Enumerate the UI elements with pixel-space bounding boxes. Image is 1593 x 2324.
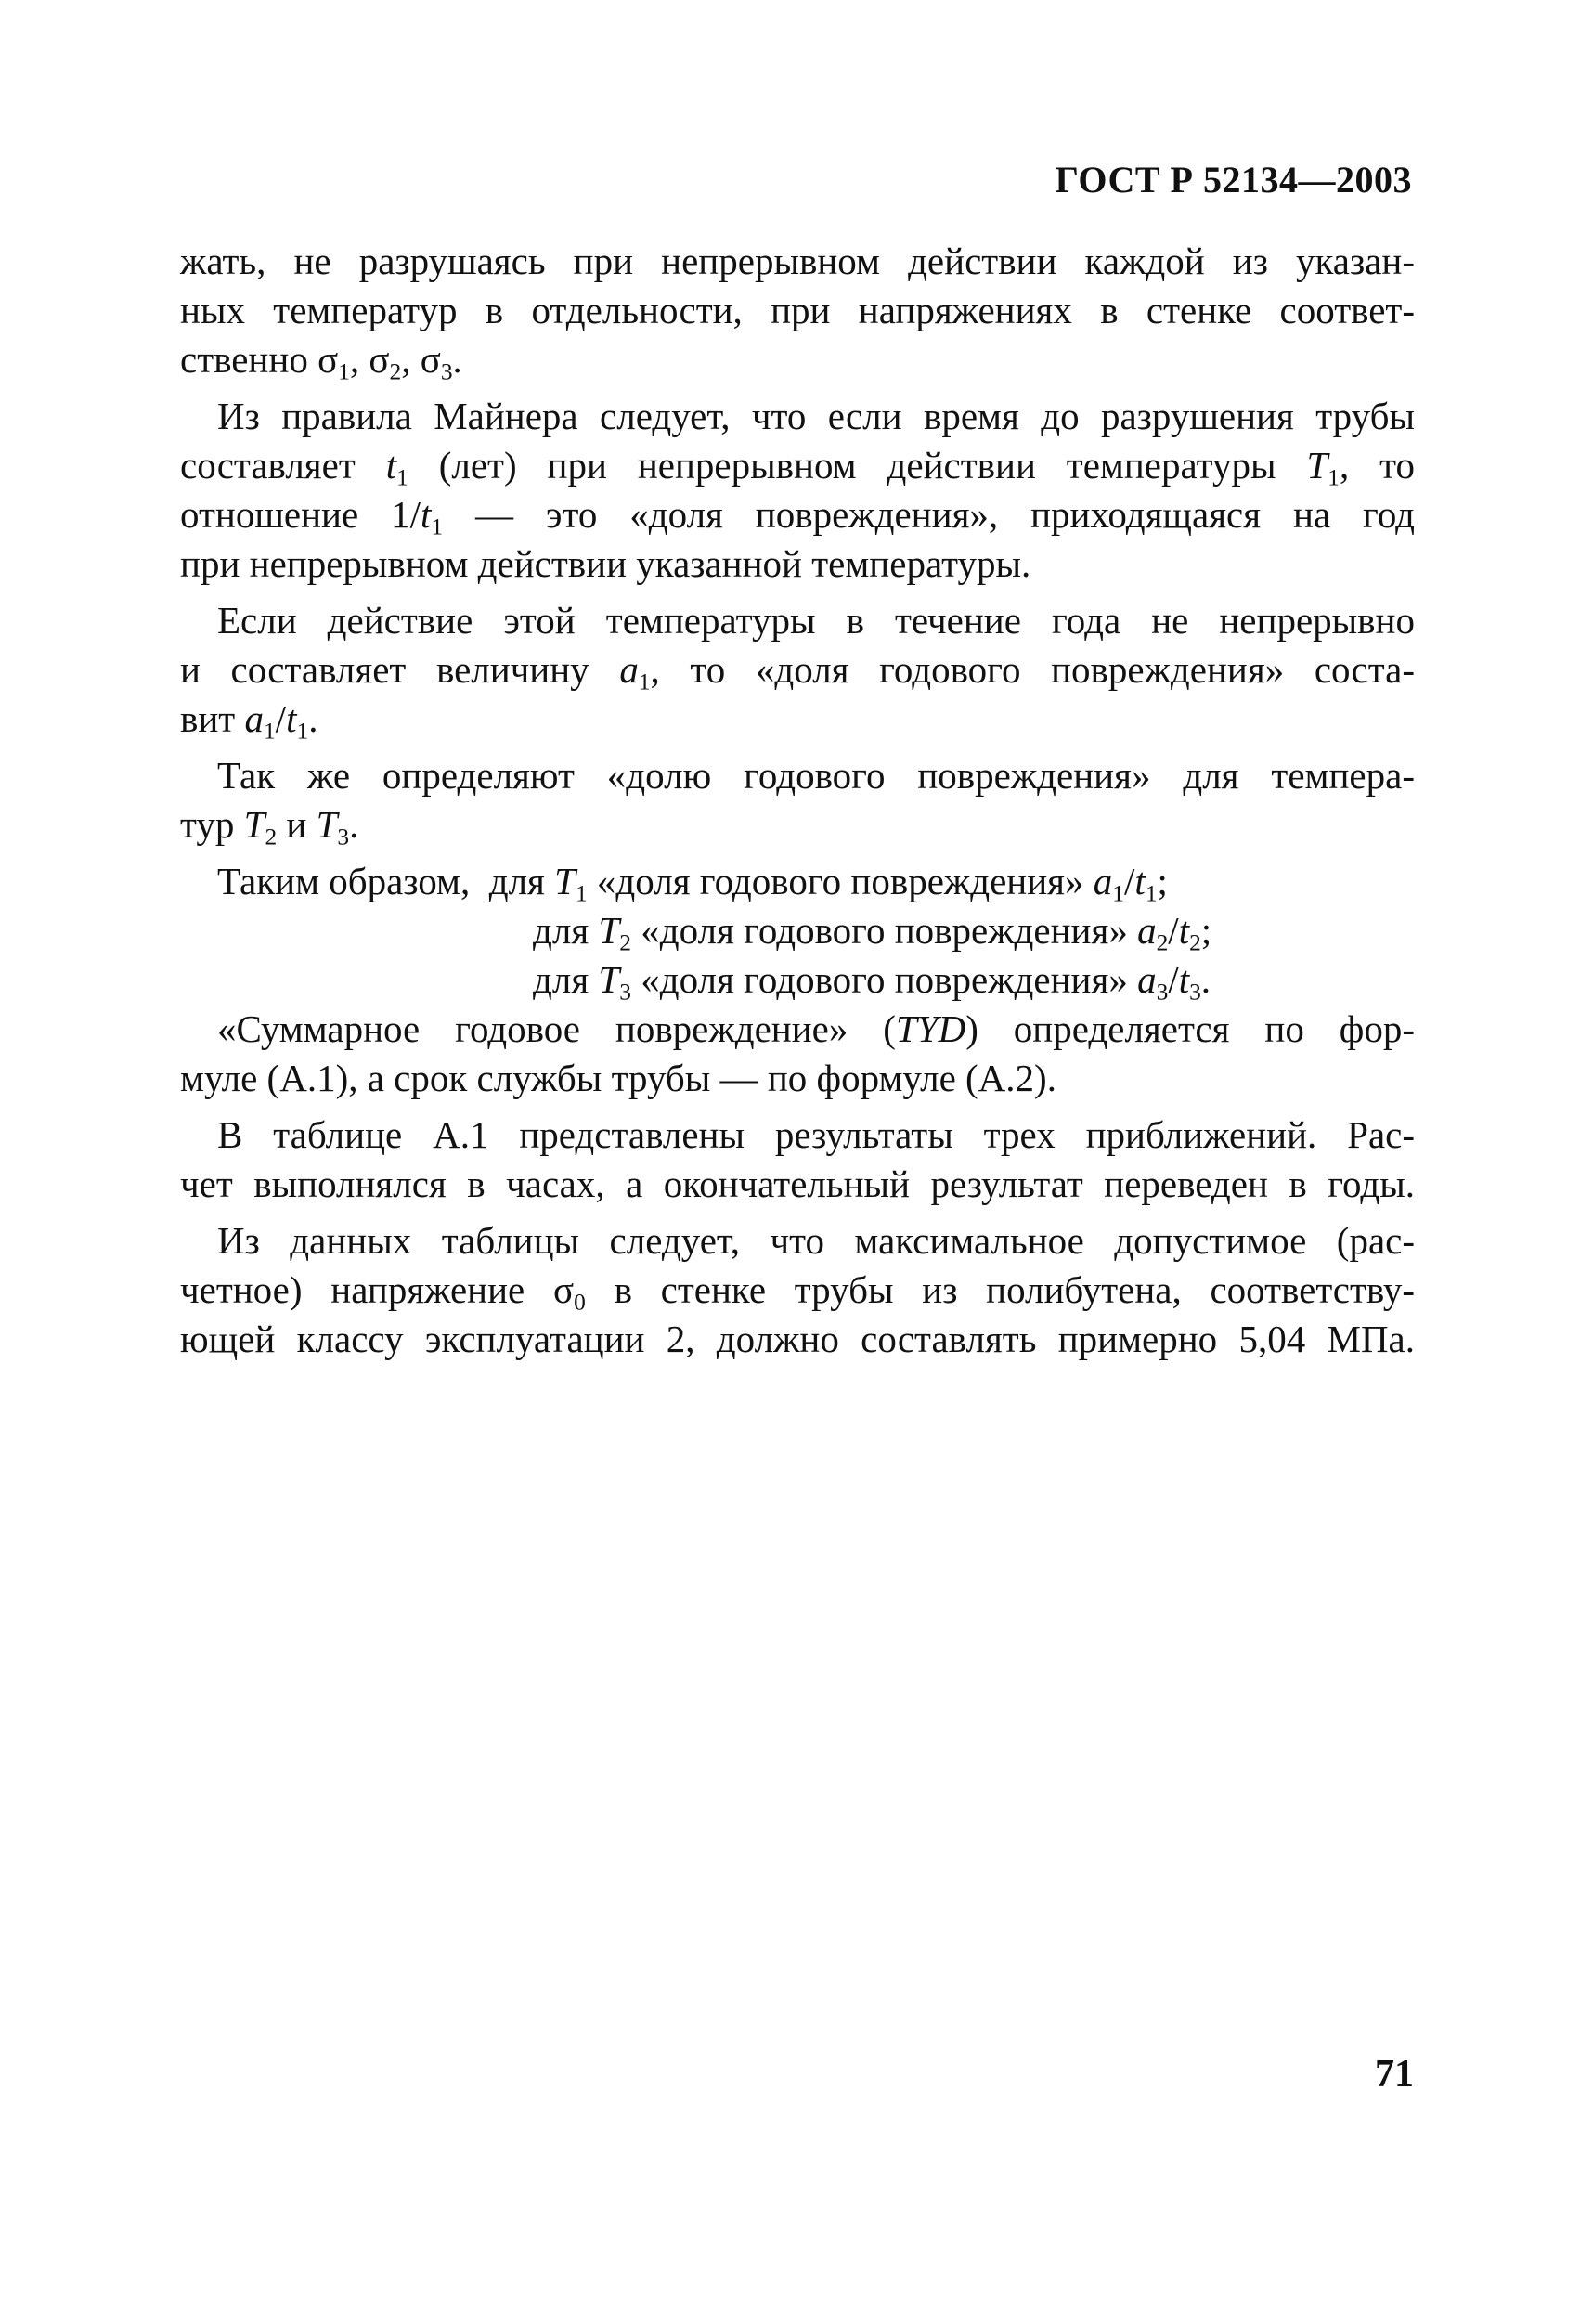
- text-line: Таким образом, для $T_1$ «доля годового повреждения» $a_1/t_1$;: [217, 860, 1168, 907]
- text-line: и составляет величину $a_1$, то «доля годового повреждения» соста-: [180, 648, 1416, 695]
- text-line: четное) напряжение $\sigma_0$ в стенке трубы из полибутена, соответству-: [180, 1268, 1416, 1316]
- text-line: составляет $t_1$ (лет) при непрерывном действии температуры $T_1$, то: [180, 444, 1416, 491]
- text-line: тур $T_2$ и $T_3$.: [180, 803, 359, 850]
- text-line: ных температур в отдельности, при напряжениях в стенке соответ-: [180, 289, 1415, 331]
- text-line: при непрерывном действии указанной температуры.: [180, 542, 1031, 585]
- text-line: «Суммарное годовое повреждение» (TYD) определяется по фор-: [217, 1007, 1415, 1050]
- text-line: для $T_2$ «доля годового повреждения» $a_2/t_2$;: [533, 909, 1212, 956]
- text-line: вит $a_1/t_1$.: [180, 697, 318, 745]
- text-line: чет выполнялся в часах, а окончательный результат переведен в годы.: [180, 1162, 1415, 1205]
- standard-id: ГОСТ Р 52134—2003: [1055, 159, 1412, 201]
- text-line: Из правила Майнера следует, что если время до разрушения трубы: [217, 395, 1415, 437]
- text-line: В таблице А.1 представлены результаты трех приближений. Рас-: [217, 1113, 1415, 1156]
- text-line: Если действие этой температуры в течение года не непрерывно: [217, 599, 1415, 642]
- text-line: ющей классу эксплуатации 2, должно составлять примерно 5,04 МПа.: [180, 1318, 1415, 1360]
- text-line: Из данных таблицы следует, что максимальное допустимое (рас-: [217, 1219, 1415, 1262]
- text-line: ственно $\sigma_1$, $\sigma_2$, $\sigma_3$.: [180, 338, 462, 385]
- page-number: 71: [1375, 2053, 1414, 2096]
- text-line: жать, не разрушаясь при непрерывном действии каждой из указан-: [180, 240, 1415, 282]
- text-line: отношение $1/t_1$ — это «доля повреждения», приходящаяся на год: [180, 493, 1416, 540]
- text-line: муле (А.1), а срок службы трубы — по формуле (А.2).: [180, 1057, 1056, 1099]
- text-line: для $T_3$ «доля годового повреждения» $a_3/t_3$.: [533, 958, 1211, 1006]
- body-text: [180, 237, 1415, 1364]
- text-line: Так же определяют «долю годового повреждения» для темпера-: [217, 754, 1415, 797]
